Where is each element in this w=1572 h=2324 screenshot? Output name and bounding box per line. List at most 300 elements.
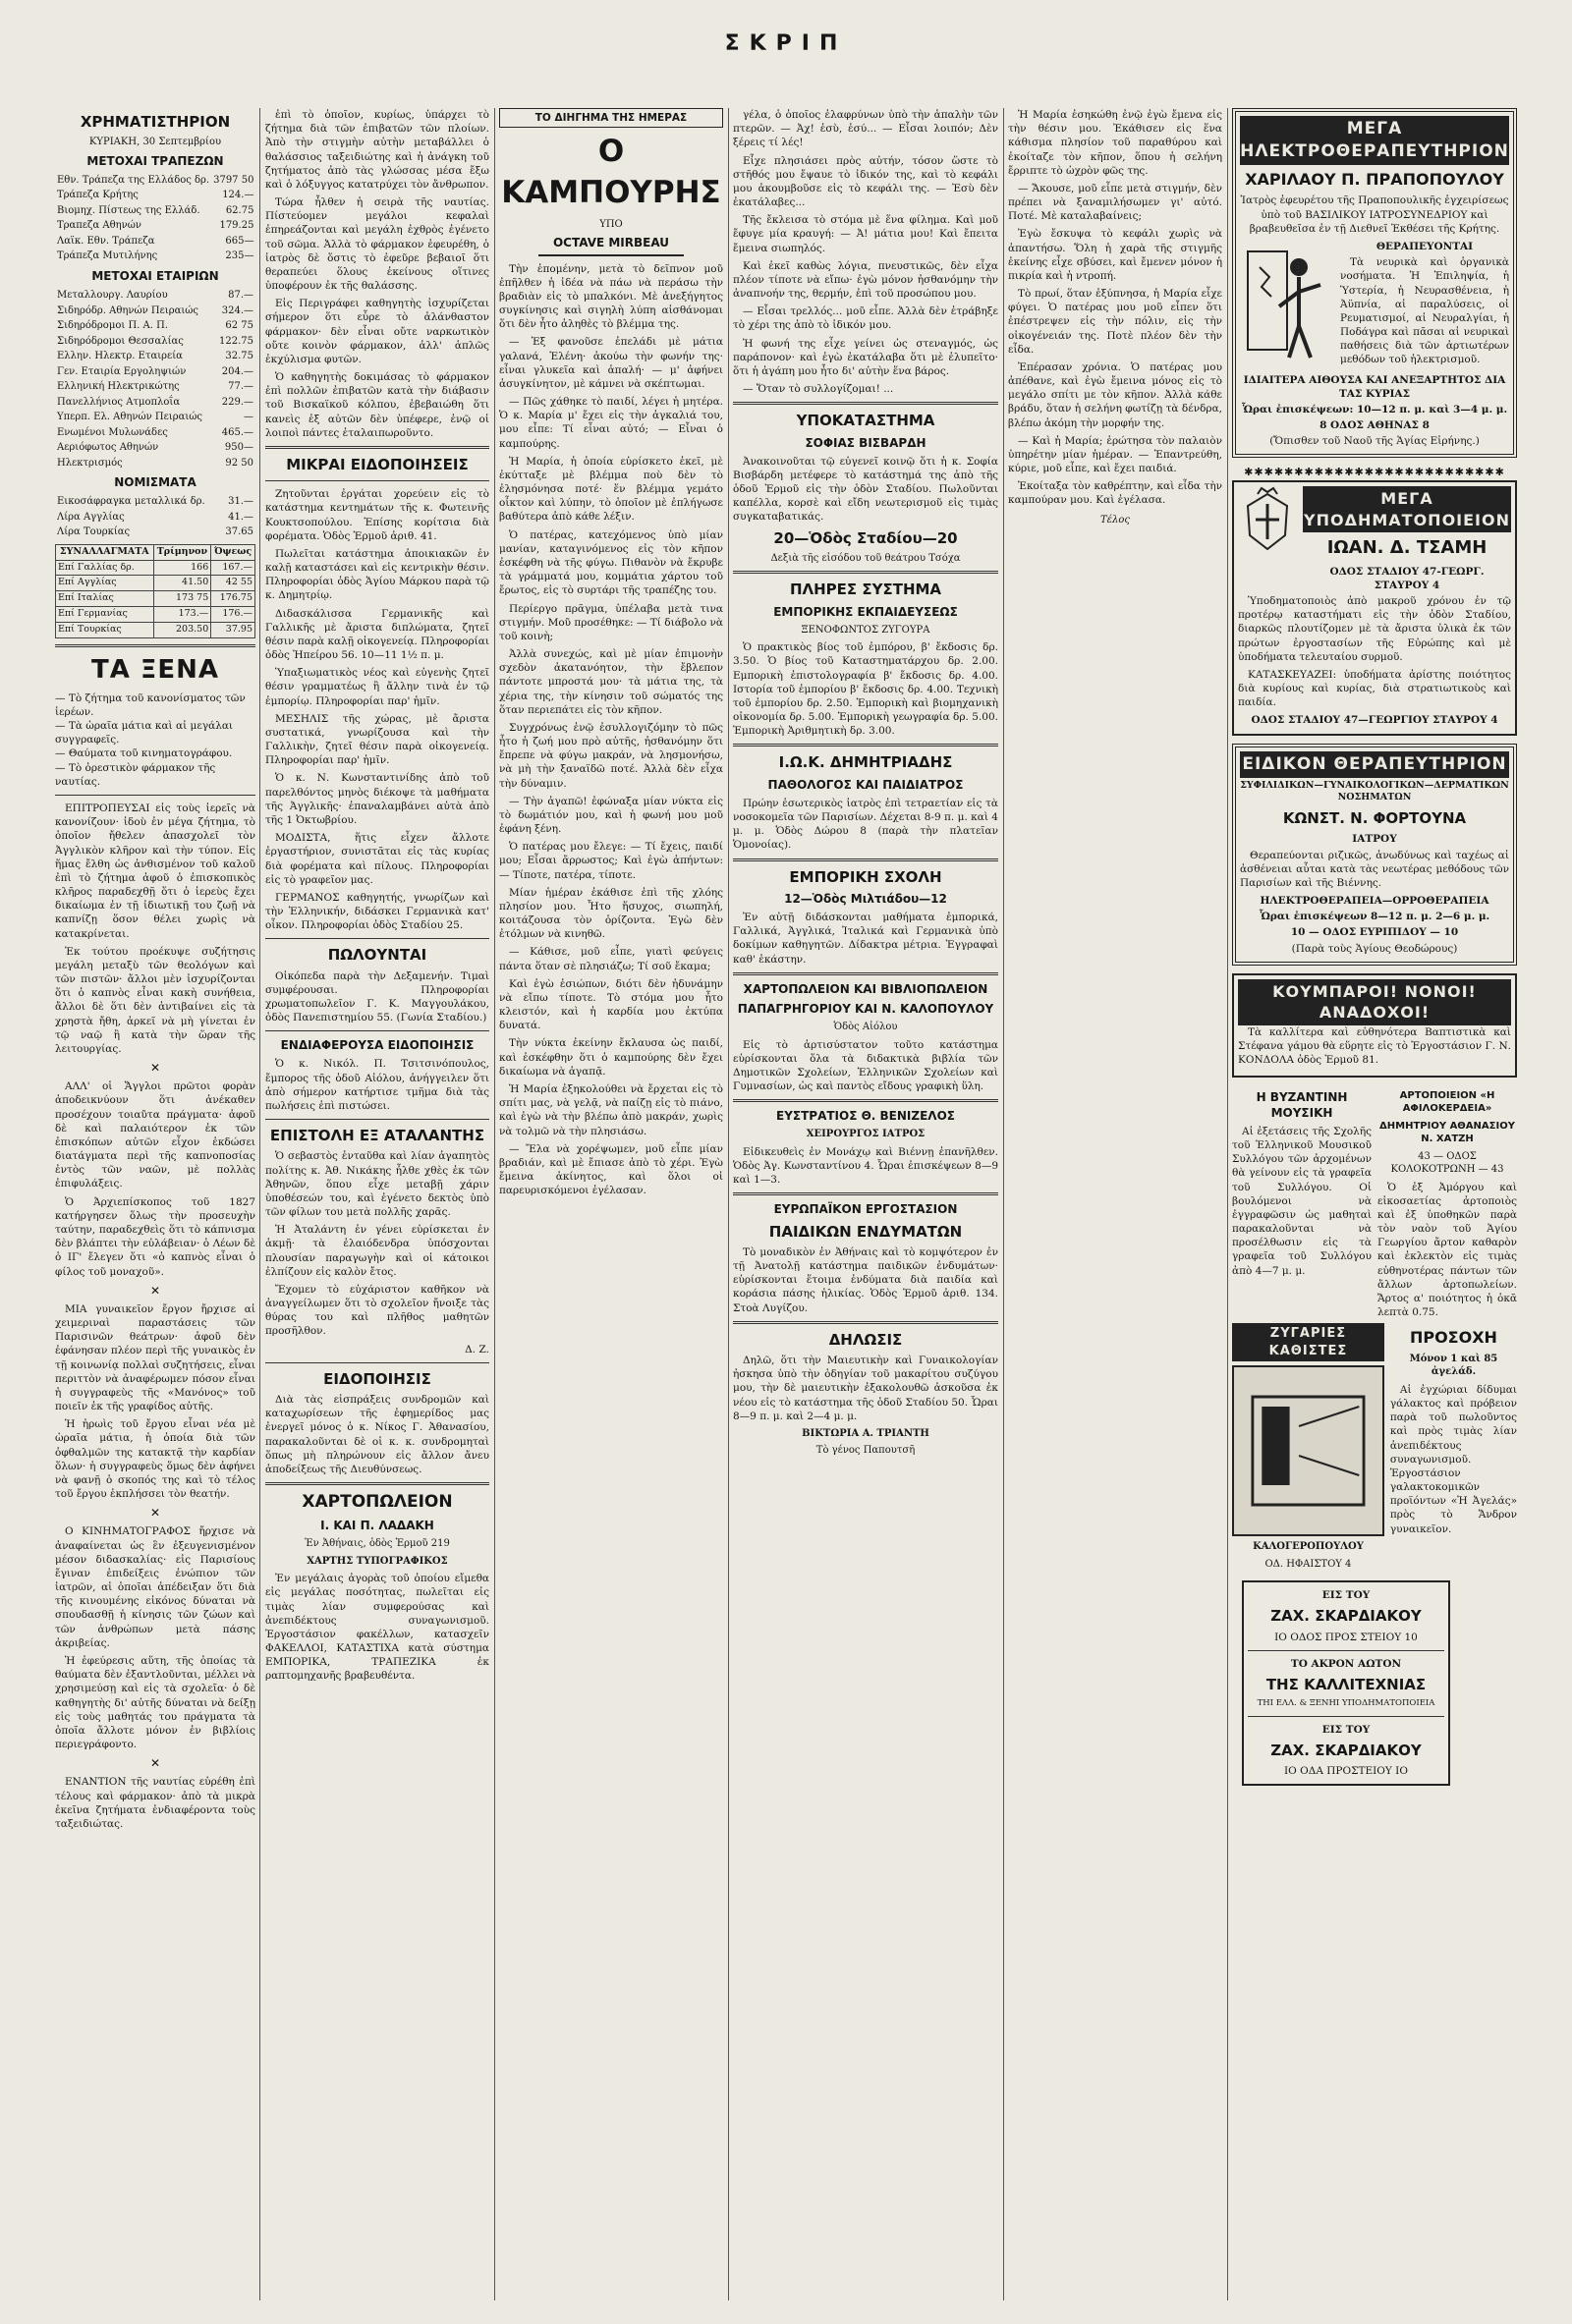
ad-note: Δεξιὰ τῆς εἰσόδου τοῦ θεάτρου Τσόχα	[770, 552, 961, 564]
ad-address: 12—Ὁδὸς Μιλτιάδου—12	[784, 891, 947, 906]
row-value: 62 75	[225, 320, 253, 332]
ad-name: ΙΩΑΝ. Δ. ΤΣΑΜΗ	[1326, 537, 1488, 559]
ornament-row: ✱✱✱✱✱✱✱✱✱✱✱✱✱✱✱✱✱✱✱✱✱✱✱✱✱✱	[1244, 466, 1505, 479]
ad-text: Εἰδικευθεὶς ἐν Μονάχῳ καὶ Βιέννῃ ἐπανῆλθεν. Ὁδὸς Ἀγ. Κωνσταντίνου 4. Ὧραι ἐπισκέψεων 8—9 καὶ 1—3.	[733, 1145, 998, 1187]
scale-icon	[1234, 1367, 1382, 1534]
divider	[733, 858, 998, 861]
ad-title: ΖΥΓΑΡΙΕΣ ΚΑΘΙΣΤΕΣ	[1232, 1323, 1384, 1361]
story-paragraph: Ἡ Μαρία ἐσηκώθη ἐνῷ ἐγὼ ἔμενα εἰς τὴν θέσιν μου. Ἐκάθισεν εἰς ἕνα κάθισμα πλησίον τοῦ παραθύρου καὶ ἐκοίταζε τὸν κῆπον, ὅπου ἡ σελήνη ἔρριπτε τὸ ὠχρὸν φῶς της.	[1008, 109, 1222, 177]
ad-note: (Παρὰ τοὺς Ἁγίους Θεοδώρους)	[1291, 942, 1458, 955]
ad-subtitle: ΣΟΦΙΑΣ ΒΙΣΒΑΡΔΗ	[805, 435, 926, 450]
row-value: 173.—	[153, 607, 211, 623]
story-byline: ΥΠΟ	[599, 218, 623, 230]
article-paragraph: Ὁ Ἀρχιεπίσκοπος τοῦ 1827 κατήργησεν ὅλως τὴν προσευχὴν ταύτην, παραδεχθεὶς ὅτι τὸ κάπνισμα δὲν βλάπτει τὴν εὐλάβειαν· ὁ Λέων δὲ ὁ ΙΓ' ἔλεγεν ὅτι «ὁ καπνὸς εἶναι ὁ φίλος τοῦ μοναχοῦ».	[55, 1195, 255, 1278]
story-paragraph: Ἡ φωνή της εἶχε γείνει ὡς στεναγμός, ὡς παράπονον· καὶ ἐγὼ ἐκατάλαβα ὅτι μὲ ἐλυπεῖτο· ὅτι ἡ ἀγάπη μου ἦτο δι' αὐτὴν ἕνα βάρος.	[733, 337, 998, 377]
ad-hours: Ὧραι ἐπισκέψεων: 10—12 π. μ. καὶ 3—4 μ. μ.	[1241, 403, 1508, 415]
ad-header	[1238, 486, 1511, 594]
bullet-item: — Τὸ ὀρεστικὸν φάρμακον τῆς ναυτίας.	[55, 761, 216, 788]
ad-slogan-3: ΤΗΙ ΕΛΛ. & ΞΕΝΗΙ ΥΠΟΔΗΜΑΤΟΠΟΙΕΙΑ	[1257, 1698, 1435, 1709]
sale-text: Οἰκόπεδα παρὰ τὴν Δεξαμενήν. Τιμαὶ συμφέρουσαι. Πληροφορίαι χρωματοπωλεῖον Γ. Κ. Μαγγουλάκου, ὁδὸς Πανεπιστημίου 55. (Γωνία Σταδίου.)	[265, 969, 489, 1024]
row-value: 229.—	[221, 396, 253, 408]
ad-bottom-address: ΙΟ ΟΔΑ ΠΡΟΣΤΕΙΟΥ ΙΟ	[1284, 1765, 1408, 1778]
paper-shop-address: Ἐν Ἀθήναις, ὁδὸς Ἑρμοῦ 219	[305, 1538, 450, 1550]
column-3	[499, 108, 723, 2300]
ad-subtitle: ΕΜΠΟΡΙΚΗΣ ΕΚΠΑΙΔΕΥΣΕΩΣ	[773, 604, 958, 619]
column-rule	[494, 108, 495, 2300]
row-label: Επί Αγγλίας	[56, 576, 154, 591]
article-paragraph: ΜΙΑ γυναικεῖον ἔργον ἤρχισε αἱ χειμεριναὶ παραστάσεις τῶν Παρισινῶν θεάτρων· ἀφοῦ δὲν ἐφάνησαν πλέον περὶ τῆς γυναικὸς ἐν τῇ κοινωνίᾳ πολλαὶ συζητήσεις, εἶναι περιττὸν νὰ ἀναφέρωμεν πόσον εἶναι ἡ συγγραφεὺς τῆς «Μανόνος» τοῦ ποιεῖν ἐκ τῆς γραφίδος αὐτῆς.	[55, 1302, 255, 1413]
story-paragraph: Καὶ ἐγὼ ἐσιώπων, διότι δὲν ἠδυνάμην νὰ εἴπω τίποτε. Τὸ στόμα μου ἦτο κλειστόν, καὶ ἡ καρδία μου ἐκτύπα δυνατά.	[499, 977, 723, 1032]
story-paragraph: Ἐγὼ ἔσκυψα τὸ κεφάλι χωρὶς νὰ ἀπαντήσω. Ὅλη ἡ χαρὰ τῆς στιγμῆς ἐκείνης εἶχε σβύσει, καὶ ἔμενεν μόνον ἡ πικρία καὶ ἡ ντροπή.	[1008, 228, 1222, 282]
row-value: 173 75	[153, 591, 211, 607]
ad-subtitle-2: ΗΛΕΚΤΡΟΘΕΡΑΠΕΙΑ—ΟΡΡΟΘΕΡΑΠΕΙΑ	[1260, 895, 1489, 908]
table-row	[55, 425, 255, 441]
row-label: Επί Ιταλίας	[56, 591, 154, 607]
row-label: Τράπεζα Κρήτης	[57, 190, 139, 201]
table-row	[55, 525, 255, 540]
row-value: 166	[153, 560, 211, 576]
ad-address-top: ΟΔΟΣ ΣΤΑΔΙΟΥ 47-ΓΕΩΡΓ. ΣΤΑΥΡΟΥ 4	[1329, 565, 1485, 591]
ad-godparents	[1232, 973, 1517, 1078]
table-row	[55, 440, 255, 456]
story-paragraph: Συγχρόνως ἐνῷ ἐσυλλογιζόμην τὸ πῶς ἦτο ἡ ζωή μου πρὸ αὐτῆς, ἠσθανόμην ὅτι ἔπρεπε νὰ φύγω μακράν, νὰ λησμονήσω, νὰ μὴ τὴν ξαναϊδῶ ποτέ. Ἀλλὰ δὲν εἶχα τὴν δύναμιν.	[499, 721, 723, 790]
section-title: ΤΑ ΞΕΝΑ	[91, 654, 219, 685]
row-value: 37.65	[225, 526, 253, 538]
table-row	[55, 203, 255, 219]
ad-address: 10 — ΟΔΟΣ ΕΥΡΙΠΙΔΟΥ — 10	[1290, 926, 1459, 939]
table-row	[55, 349, 255, 364]
ad-note: Τὸ γένος Παπουτσῆ	[815, 1445, 916, 1457]
ad-name: ΖΑΧ. ΣΚΑΡΔΙΑΚΟΥ	[1270, 1607, 1422, 1626]
row-label: Βιομηχ. Πίστεως της Ελλάδ.	[57, 204, 200, 216]
ad-title: ΕΥΡΩΠΑΪΚΟΝ ΕΡΓΟΣΤΑΣΙΟΝ	[773, 1202, 958, 1217]
ad-address: ΟΔΟΣ ΣΤΑΔΙΟΥ 47—ΓΕΩΡΓΙΟΥ ΣΤΑΥΡΟΥ 4	[1251, 714, 1498, 727]
masthead	[0, 0, 1572, 79]
table-header-row	[56, 544, 255, 560]
section-mark: ✕	[149, 1506, 161, 1521]
row-value: 42 55	[211, 576, 255, 591]
story-tag: ΤΟ ΔΙΗΓΗΜΑ ΤΗΣ ΗΜΕΡΑΣ	[499, 108, 723, 128]
ad-title: ΥΠΟΚΑΤΑΣΤΗΜΑ	[796, 412, 935, 430]
paper-shop-text: Ἐν μεγάλαις ἀγορὰς τοῦ ὁποίου εἴμεθα εἰς μεγάλας ποσότητας, πωλεῖται εἰς τιμὰς λίαν συμφερούσας καὶ ἀνεπιδέκτους συναγωνισμοῦ. Ἐργοστάσιον φακέλλων, κατασχεῖν ΦΑΚΕΛΛΟΙ, ΚΑΤΑΣΤΙΧΑ κατὰ σύστημα ΕΜΠΟΡΙΚΑ, ΤΡΑΠΕΖΙΚΑ ἐκ ραπτομηχανῆς βραβευθέντα.	[265, 1573, 489, 1683]
row-label: Λαϊκ. Εθν. Τράπεζα	[57, 235, 155, 247]
article-paragraph: Ἡ ἡρωὶς τοῦ ἔργου εἶναι νέα μὲ ὡραῖα μάτια, ἡ ὁποία διὰ τῶν ὀφθαλμῶν της κατακτᾷ τὴν καρδίαν ὅλων· ἡ συγγραφεὺς ὅμως δὲν ἀφήνει νὰ φανῇ ὁ σκοπός της καὶ τὸ τέλος τοῦ ἔργου ἐκπλήσσει τὸν θεατήν.	[55, 1418, 255, 1501]
ad-music	[1232, 1085, 1372, 1324]
table-row	[55, 318, 255, 334]
classified-ad: ΜΕΣΗΛΙΣ τῆς χώρας, μὲ ἄριστα συστατικά, γνωρίζουσα καὶ τὴν Γαλλικὴν, ζητεῖ θέσιν παρὰ οἰκογενείᾳ. Πληροφορίαι παρ' ἡμῖν.	[265, 712, 489, 767]
ad-title: Η ΒΥΖΑΝΤΙΝΗ ΜΟΥΣΙΚΗ	[1256, 1089, 1348, 1120]
banks-header: ΜΕΤΟΧΑΙ ΤΡΑΠΕΖΩΝ	[86, 153, 224, 168]
story-paragraph: γέλα, ὁ ὁποῖος ἐλαφρύνων ὑπὸ τὴν ἁπαλὴν τῶν πτερῶν. — Ἀχ! ἐσὺ, ἐσύ... — Εἶσαι λοιπόν; Δὲν ξέρεις τί λές!	[733, 109, 998, 149]
row-value: —	[244, 412, 253, 423]
ad-bottom-title: ΕΙΣ ΤΟΥ	[1321, 1723, 1371, 1736]
row-value: 41.—	[228, 511, 253, 523]
divider	[733, 744, 998, 747]
table-row	[55, 288, 255, 304]
story-paragraph: Τὴν νύκτα ἐκείνην ἔκλαυσα ὡς παιδί, καὶ ἐσκέφθην ὅτι ὁ καμπούρης δὲν ἔχει δικαίωμα νὰ ἀγαπᾷ.	[499, 1037, 723, 1078]
row-label: Λίρα Αγγλίας	[57, 511, 125, 523]
row-label: Τραπεζα Αθηνών	[57, 220, 141, 232]
row-label: Σιδηρόδρ. Αθηνών Πειραιώς	[57, 304, 199, 316]
story-author: OCTAVE MIRBEAU	[538, 235, 684, 255]
divider	[265, 1482, 489, 1485]
divider	[265, 480, 489, 481]
row-value: 203.50	[153, 622, 211, 637]
table-row	[55, 456, 255, 471]
article-paragraph: Ἔχομεν τὸ εὐχάριστον καθῆκον νὰ ἀναγγείλωμεν ὅτι τὸ σχολεῖον ἤνοιξε τὰς θύρας του καὶ πλῆθος μαθητῶν προσῆλθον.	[265, 1283, 489, 1338]
divider	[55, 644, 255, 647]
ad-text: Τὰ νευρικὰ καὶ ὀργανικὰ νοσήματα. Ἡ Ἐπιληψία, ἡ Ὑστερία, ἡ Νευρασθένεια, ἡ Ἀϋπνία, αἱ παραλύσεις, οἱ Ρευματισμοί, αἱ Νευραλγίαι, ἡ Ποδάγρα καὶ πᾶσαι αἱ νευρικαὶ παθήσεις διὰ τῶν ἀρτιωτέρων μεθόδων τοῦ ἠλεκτρισμοῦ.	[1340, 256, 1509, 366]
story-paragraph: — Πῶς χάθηκε τὸ παιδί, λέγει ἡ μητέρα. Ὁ κ. Μαρία μ' ἔχει εἰς τὴν ἀγκαλιά του, μου εἶπε: Τί εἶναι αὐτό; — Εἶναι ὁ καμπούρης.	[499, 396, 723, 450]
divider	[733, 972, 998, 975]
story-paragraph: Ἐκοίταξα τὸν καθρέπτην, καὶ εἶδα τὴν καμπούραν μου. Καὶ ἐγέλασα.	[1008, 480, 1222, 507]
row-value: 167.—	[211, 560, 255, 576]
ad-text: Ἐν αὐτῇ διδάσκονται μαθήματα ἐμπορικά, Γαλλικά, Ἀγγλικά, Ἰταλικά καὶ Γερμανικὰ ὑπὸ δοκίμων καθηγητῶν. Δίδακτρα μέτρια. Ἐγγραφαὶ καθ' ἑκάστην.	[733, 912, 998, 966]
table-row	[55, 188, 255, 203]
ad-address: 20—Ὁδὸς Σταδίου—20	[773, 528, 958, 547]
ad-title: ΠΡΟΣΟΧΗ	[1409, 1328, 1497, 1348]
divider	[265, 1362, 489, 1363]
announce-text: Διὰ τὰς εἰσπράξεις συνδρομῶν καὶ καταχωρίσεων τῆς ἐφημερίδος μας ἐνεργεῖ μόνος ὁ κ. Νίκος Γ. Ἀθανασίου, παρακαλοῦνται δὲ οἱ κ. κ. συνδρομηταὶ ὅπως μὴ πληρώνουν εἰς ἄλλον ἄνευ ἀποδείξεως τῆς Διευθύνσεως.	[265, 1394, 489, 1475]
ad-text: Θεραπεύονται ριζικῶς, ἀνωδύνως καὶ ταχέως αἱ ἀσθένειαι αὗται κατὰ τὰς νεωτέρας μεθόδους τῶν Παρισίων καὶ τῆς Βιέννης.	[1240, 849, 1509, 889]
bullet-item: — Τὰ ὡραῖα μάτια καὶ αἱ μεγάλαι συγγραφεῖς.	[55, 720, 234, 747]
row-value: 32.75	[225, 351, 253, 362]
row-value: 122.75	[219, 335, 253, 347]
table-row	[56, 560, 255, 576]
story-paragraph: — Κάθισε, μοῦ εἶπε, γιατὶ φεύγεις πάντα ὅταν σὲ πλησιάζω; Τί σοῦ ἔκαμα;	[499, 946, 723, 972]
scale-illustration	[1232, 1365, 1384, 1536]
ad-text: Ὁ πρακτικὸς βίος τοῦ ἐμπόρου, β' ἔκδοσις δρ. 3.50. Ὁ βίος τοῦ Καταστηματάρχου δρ. 2.00. Εμπορικὴ ἐπιστολογραφία β' ἔκδοσις δρ. 4.00. Ιστορία τοῦ ἐμπορίου β' ἔκδοσις δρ. 4.00. Τεχνικὴ τοῦ ἐμπορίου δρ. 2.50. Ἐμπορικὴ καὶ βιομηχανικὴ οἰκονομία δρ. 5.00. Ἐμπορικὴ γεωγραφία δρ. 5.00. Ἐμπορικὴ Ἀριθμητικὴ δρ. 3.00.	[733, 641, 998, 738]
table-row	[55, 410, 255, 425]
story-paragraph: Τῆς ἔκλεισα τὸ στόμα μὲ ἕνα φίλημα. Καὶ μοῦ ἔφυγε μία κραυγή: — Ἀ! μάτια μου! Καὶ ἔπειτα ἔμεινα σιωπηλός.	[733, 214, 998, 254]
column-rule	[1003, 108, 1004, 2300]
row-label: Μεταλλουργ. Λαυρίου	[57, 290, 168, 302]
section-mark: ✕	[149, 1756, 161, 1771]
ad-heading: ΘΕΡΑΠΕΥΟΝΤΑΙ	[1376, 240, 1474, 252]
ad-slogan: ΤΟ ΑΚΡΟΝ ΑΩΤΟΝ	[1290, 1657, 1402, 1670]
divider	[1248, 1716, 1444, 1717]
ad-note: ΚΑΤΑΣΚΕΥΑΖΕΙ: ὑποδήματα ἀρίστης ποιότητος διὰ κυρίους καὶ κυρίας, διὰ στρατιωτικοὺς καὶ παιδία.	[1238, 668, 1511, 709]
story-paragraph: Τὴν ἑπομένην, μετὰ τὸ δεῖπνον μοῦ ἐπῆλθεν ἡ ἰδέα νὰ πάω νὰ περάσω τὴν βραδιὰν εἰς τὸ μπαλκόνι. Μὲ ἀνεξήγητος συγκίνησις καὶ σιγηλὴ λύπη αἰσθάνομαι ὅτι δὲν ἦτο ἀληθὲς τὸ βλέμμα της.	[499, 262, 723, 331]
ad-subtitle: ΣΥΦΙΛΙΔΙΚΩΝ—ΓΥΝΑΙΚΟΛΟΓΙΚΩΝ—ΔΕΡΜΑΤΙΚΩΝ ΝΟΣΗΜΑΤΩΝ	[1240, 779, 1509, 803]
row-value: 124.—	[222, 190, 254, 201]
section-mark: ✕	[149, 1061, 161, 1076]
classified-ad: Ὁ κ. Ν. Κωνσταντινίδης ἀπὸ τοῦ παρελθόντος μηνὸς διέκοψε τὰ μαθήματα τῆς Ἀγγλικῆς· ἐπαναλαμβάνει αὐτὰ ἀπὸ τῆς 1 Ὀκτωβρίου.	[265, 772, 489, 826]
ad-hours: Ὧραι ἐπισκέψεων 8—12 π. μ. 2—6 μ. μ.	[1259, 911, 1490, 923]
classified-ad: ΜΟΔΙΣΤΑ, ἥτις εἶχεν ἄλλοτε ἐργαστήριον, συνιστᾶται εἰς τὰς κυρίας διὰ φορέματα καὶ πίλους. Πληροφορίαι εἰς τὸ γραφεῖον μας.	[265, 832, 489, 886]
row-value: 87.—	[228, 290, 253, 302]
column-rule	[259, 108, 260, 2300]
ad-title: ΕΜΠΟΡΙΚΗ ΣΧΟΛΗ	[789, 867, 942, 886]
story-paragraph: Ἀλλὰ συνεχώς, καὶ μὲ μίαν ἐπιμονὴν σχεδὸν ἀκατανόητον, τὴν ἔβλεπον πάντοτε μπροστά μου· τὰ μάτια της, τὰ χέρια της, τὴν κίνησιν τοῦ σώματός της ὅταν περιεπάτει εἰς τὸν κῆπον.	[499, 648, 723, 716]
ad-address: ΙΟ ΟΔΟΣ ΠΡΟΣ ΣΤΕΙΟΥ 10	[1274, 1631, 1418, 1643]
column-header: Τρίμηνον	[153, 544, 211, 560]
ad-brand: ΚΑΛΟΓΕΡΟΠΟΥΛΟΥ	[1253, 1541, 1364, 1553]
ad-text: Ὁ ἐξ Ἀμόργου καὶ εἰκοσαετίας ἀρτοποιὸς καὶ ἐξ ὑποθηκῶν παρὰ τὸν ναὸν τοῦ Ἁγίου Γεωργίου ἄρτον καθαρὸν καὶ ἐκλεκτὸν εἰς τιμὰς εὐθηνοτέρας πάντων τῶν ἄλλων ἀρτοπωλείων. Ἄρτος α' ποιότητος ἡ ὀκᾶ λεπτὰ 0.75.	[1377, 1181, 1517, 1319]
bullet-item: — Τὸ ζήτημα τοῦ κανονίσματος τῶν ἱερέων.	[55, 692, 246, 718]
classified-ad: Διδασκάλισσα Γερμανικῆς καὶ Γαλλικῆς μὲ ἄριστα διπλώματα, ζητεῖ θέσιν παρὰ καλῇ οἰκογενείᾳ. Πληροφορίαι ὁδὸς Ἠπείρου 56. 10—11 1½ π. μ.	[265, 607, 489, 662]
article-paragraph: Ὁ σεβαστὸς ἐνταῦθα καὶ λίαν ἀγαπητὸς πολίτης κ. Ἀθ. Νικάκης ἦλθε χθὲς ἐκ τῶν Ἀθηνῶν, ὅπου εἶχε μεταβῇ χάριν ὑποθέσεών του, καὶ ἐγένετο δεκτὸς ὑπὸ τῶν φίλων του μετὰ πολλῆς χαρᾶς.	[265, 1150, 489, 1219]
row-label: Επί Γερμανίας	[56, 607, 154, 623]
classified-ad: Πωλεῖται κατάστημα ἀποικιακῶν ἐν καλῇ καταστάσει καὶ εἰς κεντρικὴν θέσιν. Πληροφορίαι ὁδὸς Ἁγίου Μάρκου παρὰ τῷ κ. Δημητρίῳ.	[265, 547, 489, 602]
ad-skardiakou	[1242, 1580, 1450, 1786]
exchange-title: ΧΡΗΜΑΤΙΣΤΗΡΙΟΝ	[80, 113, 231, 131]
ad-scales	[1232, 1323, 1384, 1575]
row-value: 92 50	[225, 457, 253, 469]
banks-table	[55, 173, 255, 264]
divider	[733, 402, 998, 405]
divider	[265, 1030, 489, 1031]
ad-subtitle: ΠΑΠΑΓΡΗΓΟΡΙΟΥ ΚΑΙ Ν. ΚΑΛΟΠΟΥΛΟΥ	[737, 1001, 994, 1016]
row-label: Ενωμένοι Μυλωνάδες	[57, 426, 168, 438]
divider	[55, 795, 255, 796]
coins-table	[55, 494, 255, 540]
ad-text: Ὑποδηματοποιὸς ἀπὸ μακροῦ χρόνου ἐν τῷ προτέρῳ καταστήματι εἰς τὴν ὁδὸν Σταδίου, διαρκῶς πλουτίζομεν μὲ τὰ ἄριστα ὑλικὰ ἐκ τῶν πρώτων ἐργοστασίων τῆς Εὐρώπης καὶ μὲ ὑποδήματα τελευταίου συρμοῦ.	[1238, 595, 1511, 663]
ad-address: 8 ΟΔΟΣ ΑΘΗΝΑΣ 8	[1319, 419, 1430, 432]
royal-crest-icon	[1238, 486, 1297, 555]
row-value: 179.25	[219, 220, 254, 232]
row-value: 62.75	[225, 204, 254, 216]
story-paragraph: Ὁ πατέρας μου ἔλεγε: — Τί ἔχεις, παιδί μου; Εἶσαι ἄρρωστος; Καὶ ἐγὼ ἀπήντων: — Τίποτε, πατέρα, τίποτε.	[499, 841, 723, 881]
ad-text: Εἰς τὸ ἀρτισύστατον τοῦτο κατάστημα εὑρίσκονται ὅλα τὰ διδακτικὰ βιβλία τῶν Δημοτικῶν Σχολείων, Ἑλληνικῶν Σχολείων καὶ Γυμνασίων, ὡς καὶ παντὸς εἴδους γραφικὴ ὕλη.	[733, 1038, 998, 1093]
column-4	[733, 108, 998, 2300]
ad-title: ΕΥΣΤΡΑΤΙΟΣ Θ. ΒΕΝΙΖΕΛΟΣ	[776, 1109, 955, 1124]
story-paragraph: Ἡ Μαρία, ἡ ὁποία εὑρίσκετο ἐκεῖ, μὲ ἐκύτταξε μὲ βλέμμα ποὺ δὲν τὸ ἐλησμόνησα ποτέ· ἕν βλέμμα γεμάτο οἶκτον καὶ λύπην, τὸ ὁποῖον μὲ ἐπλήγωσε βαθύτερα ἀπὸ κάθε λέξιν.	[499, 455, 723, 524]
column-header: ΣΥΝΑΛΛΑΓΜΑΤΑ	[56, 544, 154, 560]
ad-shoemaker	[1232, 480, 1517, 735]
story-title: Ο ΚΑΜΠΟΥΡΗΣ	[501, 134, 721, 211]
exchange-dateline: ΚΥΡΙΑΚΗ, 30 Σεπτεμβρίου	[88, 137, 222, 148]
ad-subtitle: ΠΑΘΟΛΟΓΟΣ ΚΑΙ ΠΑΙΔΙΑΤΡΟΣ	[767, 777, 964, 792]
ad-title: ΚΟΥΜΠΑΡΟΙ! ΝΟΝΟΙ! ΑΝΑΔΟΧΟΙ!	[1238, 979, 1511, 1025]
column-1	[55, 108, 255, 2300]
ad-text: Τὰ καλλίτερα καὶ εὐθηνότερα Βαπτιστικὰ καὶ Στέφανα γάμου θὰ εὕρητε εἰς τὸ Ἐργοστάσιον Γ. Ν. ΚΟΝΔΟΛΑ ὁδὸς Ἑρμοῦ 81.	[1238, 1025, 1511, 1067]
section-bullets	[55, 692, 255, 789]
story-paragraph: Μίαν ἡμέραν ἐκάθισε ἐπὶ τῆς χλόης πλησίον μου. Ἦτο ἥσυχος, σιωπηλή, κοιτάζουσα τὸν ὁρίζοντα. Ἐγὼ δὲν ἐτόλμων νὰ κινηθῶ.	[499, 886, 723, 941]
divider	[265, 446, 489, 449]
ad-address: ΟΔ. ΗΦΑΙΣΤΟΥ 4	[1264, 1558, 1352, 1570]
ad-address: 43 — ΟΔΟΣ ΚΟΛΟΚΟΤΡΩΝΗ — 43	[1390, 1150, 1504, 1175]
table-row	[56, 576, 255, 591]
ad-name: ΞΕΝΟΦΩΝΤΟΣ ΖΥΓΟΥΡΑ	[801, 624, 930, 636]
ad-name: ΚΩΝΣΤ. Ν. ΦΟΡΤΟΥΝΑ	[1282, 809, 1467, 828]
ad-note: (Ὄπισθεν τοῦ Ναοῦ τῆς Ἁγίας Εἰρήνης.)	[1269, 435, 1480, 448]
row-label: Σιδηρόδρομοι Θεσσαλίας	[57, 335, 184, 347]
ad-bottom-name: ΖΑΧ. ΣΚΑΡΔΙΑΚΟΥ	[1270, 1741, 1422, 1759]
row-value: 665—	[225, 235, 254, 247]
story-paragraph: — Ἐξ φανοῦσε ἐπελάδι μὲ μάτια γαλανά, Ἑλένη· ἀκούω τὴν φωνήν της· εἶναι γλυκεῖα καὶ ἁπαλή· — μ' ἀφήνει ἀσυγκίνητον, μὲ κάμνει νὰ σκέπτωμαι.	[499, 336, 723, 390]
ad-body	[1240, 238, 1509, 371]
ad-text: Τὸ μοναδικὸν ἐν Ἀθήναις καὶ τὸ κομψότερον ἐν τῇ Ἀνατολῇ κατάστημα παιδικῶν ἐνδυμάτων· εὑρίσκονται ἕτοιμα ἐνδύματα διὰ παιδία καὶ κοράσια πάσης ἡλικίας. Ὁδὸς Ἑρμοῦ ἀριθ. 134. Στοὰ Λυγίζου.	[733, 1245, 998, 1314]
ad-pair-row	[1232, 1085, 1517, 1324]
ad-header-text	[1303, 486, 1511, 594]
ad-attention	[1390, 1323, 1517, 1575]
article-paragraph: ἐπὶ τὸ ὁποῖον, κυρίως, ὑπάρχει τὸ ζήτημα διὰ τῶν ἐπιβατῶν τῶν πλοίων. Ἀπὸ τὴν στιγμὴν αὐτὴν μεταβάλλει ὁ θαλάσσιος ταξειδιώτης καὶ ἡ ἀνάγκη τοῦ ζητήματος ἀπὸ τὰς γλώσσας μέσα ἔξω καὶ ὁ λόξυγγος κατατρύχει τὸν ἄνθρωπον.	[265, 109, 489, 191]
fx-table	[55, 544, 255, 638]
ad-hours-title: ΙΔΙΑΙΤΕΡΑ ΑΙΘΟΥΣΑ ΚΑΙ ΑΝΕΞΑΡΤΗΤΟΣ ΔΙΑ ΤΑΣ ΚΥΡΙΑΣ	[1243, 373, 1506, 400]
ad-name: ΔΗΜΗΤΡΙΟΥ ΑΘΑΝΑΣΙΟΥ Ν. ΧΑΤΖΗ	[1379, 1120, 1515, 1144]
ad-title: ΠΛΗΡΕΣ ΣΥΣΤΗΜΑ	[789, 581, 942, 599]
divider	[733, 1321, 998, 1324]
row-label: Σιδηρόδρομοι Π. Α. Π.	[57, 320, 168, 332]
row-label: Λίρα Τουρκίας	[57, 526, 131, 538]
ad-title: ΕΙΔΙΚΟΝ ΘΕΡΑΠΕΥΤΗΡΙΟΝ	[1240, 751, 1509, 778]
table-row	[55, 510, 255, 526]
story-paragraph: Περίεργο πρᾶγμα, ὑπέλαβα μετὰ τινα στιγμήν. Μοῦ προσέθηκε: — Τί διάβολο νὰ τοῦ κοινὴ;	[499, 602, 723, 642]
row-label: Αεριόφωτος Αθηνών	[57, 442, 159, 454]
row-label: Εικοσάφραγκα μεταλλικά δρ.	[57, 496, 205, 508]
column-rule	[728, 108, 729, 2300]
ad-title: ΜΕΓΑ ΥΠΟΔΗΜΑΤΟΠΟΙΕΙΟΝ	[1303, 486, 1511, 532]
ad-text: Πρώην ἐσωτερικὸς ἰατρὸς ἐπὶ τετραετίαν εἰς τὰ νοσοκομεῖα τῶν Παρισίων. Δέχεται 8-9 π. μ. καὶ 4 μ. μ. Ὁδὸς Δώρου 8 (παρὰ τὴν πλατεῖαν Ὁμονοίας).	[733, 797, 998, 852]
divider	[1248, 1650, 1444, 1651]
letter-title: ΕΠΙΣΤΟΛΗ ΕΞ ΑΤΑΛΑΝΤΗΣ	[269, 1127, 485, 1145]
companies-header: ΜΕΤΟΧΑΙ ΕΤΑΙΡΙΩΝ	[91, 268, 219, 283]
row-value: 204.—	[221, 365, 253, 377]
table-row	[56, 591, 255, 607]
divider	[265, 938, 489, 939]
bullet-item: — Θαύματα τοῦ κινηματογράφου.	[55, 747, 233, 760]
classified-ad: Ὑπαξιωματικὸς νέος καὶ εὐγενὴς ζητεῖ θέσιν γραμματέως ἢ ἄλλην τινὰ ἐν τῷ ἐμπορίῳ. Πληροφορίαι παρ' ἡμῖν.	[265, 667, 489, 707]
announce-title: ΕΙΔΟΠΟΙΗΣΙΣ	[323, 1369, 431, 1388]
sale-title: ΠΩΛΟΥΝΤΑΙ	[327, 946, 427, 965]
row-label: Ελλην. Ηλεκτρ. Εταιρεία	[57, 351, 183, 362]
row-value: 41.50	[153, 576, 211, 591]
column-rule	[1227, 108, 1228, 2300]
ad-electrotherapy	[1232, 108, 1517, 458]
column-6	[1232, 108, 1517, 2300]
article-paragraph: Ἡ ἐφεύρεσις αὕτη, τῆς ὁποίας τὰ θαύματα δὲν ἐξαντλοῦνται, μέλλει νὰ χρησιμεύσῃ καὶ εἰς τὰ σχολεῖα· ὁ δὲ καθηγητὴς δι' αὐτῆς δύναται νὰ δείξῃ εἰς τοὺς μαθητάς του πράγματα τὰ ὁποῖα ἄλλοτε μόνον ἐν βιβλίοις περιεγράφοντο.	[55, 1655, 255, 1751]
ad-text: Δηλῶ, ὅτι τὴν Μαιευτικὴν καὶ Γυναικολογίαν ἠσκησα ὑπὸ τὴν ὁδηγίαν τοῦ μακαρίτου συζύγου μου, τὴν δὲ μαιευτικὴν ἐξακολουθῶ ἀσκοῦσα ἐκ νέου εἰς τὸ κατάστημα τῆς ὁδοῦ Σταδίου 50. Ὧραι 8—9 π. μ. καὶ 2—4 μ. μ.	[733, 1355, 998, 1422]
table-row	[55, 494, 255, 510]
row-value: 37.95	[211, 622, 255, 637]
row-value: 31.—	[228, 496, 253, 508]
ad-title: ΜΕΓΑ ΗΛΕΚΤΡΟΘΕΡΑΠΕΥΤΗΡΙΟΝ	[1240, 116, 1509, 165]
article-paragraph: Ἐκ τούτου προέκυψε συζήτησις μεγάλη μεταξὺ τῶν θεολόγων καὶ τῶν πιστῶν· ἄλλοι μὲν ἰσχυρίζονται ὅτι ὁ καπνὸς εἶναι κακὴ συνήθεια, ἄλλοι δὲ ὅτι δὲν ἀντιβαίνει εἰς τὰ χρηστὰ ἤθη, ἀρκεῖ νὰ μὴ γίνεται ἐν τῷ ναῷ ἢ κατὰ τὴν ὥραν τῆς λειτουργίας.	[55, 945, 255, 1055]
row-label: Επί Γαλλίας δρ.	[56, 560, 154, 576]
story-paragraph: — Καὶ ἡ Μαρία; ἐρώτησα τὸν παλαιὸν ὑπηρέτην μίαν ἡμέραν. — Ἐπαντρεύθη, κύριε, μοῦ εἶπε, καὶ ἔχει παιδιά.	[1008, 434, 1222, 475]
coins-header: ΝΟΜΙΣΜΑΤΑ	[114, 475, 196, 490]
story-paragraph: Ὁ πατέρας, κατεχόμενος ὑπὸ μίαν μανίαν, καταγινόμενος εἰς τὸν κῆπον ἐσκέφθη νὰ τῆς φύγω. Πιθανὸν νὰ ἔκρυβε τὰ γράμματά μου, κομμάτια χάρτου τοῦ ἔρωτος, εἰς τὸ συρτάρι τῆς τραπέζης του.	[499, 528, 723, 597]
story-paragraph: — Ἄκουσε, μοῦ εἶπε μετὰ στιγμήν, δὲν πρέπει νὰ ξαναμιλήσωμεν γι' αὐτό. Ποτέ. Μὲ καταλαβαίνεις;	[1008, 182, 1222, 223]
column-5	[1008, 108, 1222, 2300]
article-paragraph: ΕΝΑΝΤΙΟΝ τῆς ναυτίας εὑρέθη ἐπὶ τέλους καὶ φάρμακον· ἀπὸ τὰ μικρὰ ἐκεῖνα ζητήματα ἐνδιαφέροντα τοὺς ταξειδιώτας.	[55, 1776, 255, 1830]
ad-title: Ι.Ω.Κ. ΔΗΜΗΤΡΙΑΔΗΣ	[778, 753, 953, 772]
row-value: 465.—	[221, 426, 253, 438]
ad-text: Αἱ ἐγχώριαι δίδυμαι γάλακτος καὶ πρόβειον παρὰ τοῦ πωλοῦντος καὶ πρὸς τιμὰς λίαν ἀνεπιδέκτους συναγωνισμοῦ. Ἐργοστάσιον γαλακτοκομικῶν προϊόντων «Ἡ Ἀγελάς» πρὸς τὸ Ἄνδρον γυναικεῖον.	[1389, 1383, 1517, 1535]
row-value: 324.—	[221, 304, 253, 316]
article-paragraph: ΕΠΙΤΡΟΠΕΥΣΑΙ εἰς τοὺς ἱερεῖς νὰ κανονίζουν· ἰδοὺ ἐν μέγα ζήτημα, τὸ ὁποῖον ἤθελεν ἀπασχολεῖ τὸν Ἀγγλικὸν κλῆρον καὶ τὴν τύπον. Εἰς ἥμας ἔλθη ὡς ἀνθισμένον τοῦ καλοῦ ἐπὶ τὸ ζήτημα ἀφοῦ ὁ ἐπισκοπικὸς κλῆρος παραδεχθῇ ὅτι ὁ ἱερεὺς ἔχει δικαίωμα ἐν τῇ ἰδιωτικῇ του ζωῇ νὰ καπνίζῃ ὅσον θέλει χωρὶς νὰ κατακρίνεται.	[55, 802, 255, 940]
paper-shop-name: Ι. ΚΑΙ Π. ΛΑΔΑΚΗ	[320, 1519, 434, 1533]
divider	[733, 571, 998, 574]
ad-name: ΧΑΡΙΛΑΟΥ Π. ΠΡΑΠΟΠΟΥΛΟΥ	[1245, 169, 1504, 189]
ad-bakery	[1377, 1085, 1517, 1324]
article-paragraph: Ο ΚΙΝΗΜΑΤΟΓΡΑΦΟΣ ἤρχισε νὰ ἀναφαίνεται ὡς ἓν ἐξευγενισμένον μέσον διδασκαλίας· εἰς Παρισίους ἔγιναν ἐπιδείξεις ἐνώπιον τῶν ἰατρῶν, αἱ ὁποῖαι ἀπέδειξαν ὅτι διὰ τῆς κινουμένης εἰκόνος δύναται νὰ σπουδασθῇ ἡ κίνησις τῶν ζώων καὶ τῶν ἀνθρώπων μετὰ πάσης ἀκριβείας.	[55, 1525, 255, 1649]
ad-address: Ὁδὸς Αἰόλου	[833, 1022, 898, 1033]
ad-text: Ἀνακοινοῦται τῷ εὐγενεῖ κοινῷ ὅτι ἡ κ. Σοφία Βισβάρδη μετέφερε τὸ κατάστημά της ἀπὸ τῆς ὁδοῦ Ἑρμοῦ εἰς τὴν ὁδὸν Σταδίου. Πωλοῦνται καπέλλα, κορσὲ καὶ εἴδη νεωτερισμοῦ εἰς τιμὰς συγκαταβατικάς.	[733, 455, 998, 524]
table-row	[55, 395, 255, 411]
story-paragraph: — Εἶσαι τρελλός... μοῦ εἶπε. Ἀλλὰ δὲν ἐτράβηξε τὸ χέρι της ἀπὸ τὸ ἰδικόν μου.	[733, 305, 998, 332]
paper-shop-title: ΧΑΡΤΟΠΩΛΕΙΟΝ	[302, 1492, 453, 1513]
divider	[733, 1099, 998, 1102]
ad-clinic	[1232, 744, 1517, 966]
divider	[733, 1192, 998, 1195]
story-paragraph: — Ὅταν τὸ συλλογίζομαι! ...	[743, 383, 894, 396]
row-value: 235—	[225, 250, 254, 262]
ad-title: ΧΑΡΤΟΠΩΛΕΙΟΝ ΚΑΙ ΒΙΒΛΙΟΠΩΛΕΙΟΝ	[743, 981, 988, 996]
table-row	[55, 218, 255, 234]
classifieds-title: ΜΙΚΡΑΙ ΕΙΔΟΠΟΙΗΣΕΙΣ	[286, 455, 469, 473]
table-row	[56, 622, 255, 637]
row-value: 77.—	[228, 381, 253, 393]
ad-intro: Ἰατρὸς ἐφευρέτου τῆς Πραποπουλικῆς ἐγχειρίσεως ὑπὸ τοῦ ΒΑΣΙΛΙΚΟΥ ΙΑΤΡΟΣΥΝΕΔΡΙΟΥ καὶ βραβευθεῖσα ἐν τῇ Διεθνεῖ Ἐκθέσει τῆς Κρήτης.	[1240, 194, 1509, 235]
ad-title: ΕΙΣ ΤΟΥ	[1321, 1589, 1371, 1602]
ad-signature: ΒΙΚΤΩΡΙΑ Α. ΤΡΙΑΝΤΗ	[802, 1427, 929, 1439]
ad-text: Αἱ ἐξετάσεις τῆς Σχολῆς τοῦ Ἑλληνικοῦ Μουσικοῦ Συλλόγου τῶν ἀρχομένων θὰ γείνουν εἰς τὰ γραφεῖα τοῦ Συλλόγου. Οἱ βουλόμενοι νὰ ἐγγραφῶσιν ὡς μαθηταὶ παρακαλοῦνται νὰ προσέλθωσιν εἰς τὰ γραφεῖα τοῦ Συλλόγου ἀπὸ 4—7 μ. μ.	[1232, 1125, 1372, 1277]
row-value: 176.—	[211, 607, 255, 623]
section-mark: ✕	[149, 1283, 161, 1298]
electrotherapy-illustration-icon	[1240, 238, 1334, 365]
row-label: Εθν. Τράπεζα της Ελλάδος δρ.	[57, 174, 210, 186]
row-label: Επί Τουρκίας	[56, 622, 154, 637]
table-row	[55, 173, 255, 189]
row-label: Ελληνική Ηλεκτρικώτης	[57, 381, 180, 393]
row-value: 176.75	[211, 591, 255, 607]
story-paragraph: Τὸ πρωί, ὅταν ἐξύπνησα, ἡ Μαρία εἶχε φύγει. Ὁ πατέρας μου μοῦ εἶπεν ὅτι ἐπέστρεψεν εἰς τὴν πόλιν, εἰς τὴν οἰκογένειάν της. Ποτὲ πλέον δὲν τὴν εἶδα.	[1008, 288, 1222, 356]
ad-title: ΑΡΤΟΠΟΙΕΙΟΝ «Η ΑΦΙΛΟΚΕΡΔΕΙΑ»	[1399, 1089, 1495, 1114]
notice-text: Ὁ κ. Νικόλ. Π. Τσιτσινόπουλος, ἔμπορος τῆς ὁδοῦ Αἰόλου, ἀνήγγειλεν ὅτι ἀπὸ σήμερον κατήρτισε τμῆμα διὰ τὰς πωλήσεις ἐπὶ πιστώσει.	[265, 1058, 489, 1112]
classified-ad: ΓΕΡΜΑΝΟΣ καθηγητής, γνωρίζων καὶ τὴν Ἑλληνικήν, διδάσκει Γερμανικὰ κατ' οἶκον. Πληροφορίαι ὁδὸς Σταδίου 25.	[265, 891, 489, 932]
story-paragraph: Ἐπέρασαν χρόνια. Ὁ πατέρας μου ἀπέθανε, καὶ ἐγὼ ἔμεινα μόνος εἰς τὸ μεγάλο σπίτι με τὸν κῆπον. Ἀλλὰ κάθε βράδυ, ὅταν ἡ σελήνη φωτίζῃ τὰ δένδρα, βλέπω ἀκόμη τὴν μορφήν της.	[1008, 360, 1222, 429]
ad-pair-row	[1232, 1323, 1517, 1575]
ad-subtitle: ΧΕΙΡΟΥΡΓΟΣ ΙΑΤΡΟΣ	[806, 1129, 926, 1140]
story-paragraph: — Τὴν ἀγαπῶ! ἐφώναξα μίαν νύκτα εἰς τὸ δωμάτιόν μου, καὶ ἡ φωνή μου μοῦ ἐφάνη ξένη.	[499, 795, 723, 836]
masthead-title: ΣΚΡΙΠ	[724, 31, 848, 56]
ad-title: ΔΗΛΩΣΙΣ	[828, 1330, 903, 1349]
table-row	[55, 334, 255, 350]
row-label: Πανελλήνιος Ατμοπλοΐα	[57, 396, 181, 408]
row-label: Τράπεζα Μυτιλήνης	[57, 250, 158, 262]
article-paragraph: ΑΛΛ' οἱ Ἄγγλοι πρῶτοι φορὰν ἀποδεικνύουν ὅτι ἀνέκαθεν προσέχουν τοιαῦτα πράγματα· ἀφοῦ δὲ καὶ παλαιότερον ἐκ τῶν ἐπισκόπων αὐτῶν εἶχον ἐκδώσει διατάγματα περὶ τῆς καπνοποσίας ἐντὸς τῶν ναῶν, μὲ πολλὰς ἐπιφυλάξεις.	[55, 1080, 255, 1190]
companies-table	[55, 288, 255, 470]
story-paragraph: Ἡ Μαρία ἐξηκολούθει νὰ ἔρχεται εἰς τὸ σπίτι μας, νὰ γελᾷ, νὰ παίζῃ εἰς τὸ πιάνο, καὶ ἐγὼ νὰ τὴν βλέπω ἀπὸ μακράν, χωρὶς νὰ τολμῶ νὰ τὴν πλησιάσω.	[499, 1083, 723, 1137]
ad-role: ΙΑΤΡΟΥ	[1352, 833, 1397, 846]
ad-subtitle: Μόνον 1 καὶ 85 ἀγελάδ.	[1409, 1353, 1498, 1378]
table-row	[55, 249, 255, 264]
story-paragraph: — Ἔλα νὰ χορέψωμεν, μοῦ εἶπε μίαν βραδιάν, καὶ μὲ ἔπιασε ἀπὸ τὸ χέρι. Ἐγὼ ἔμεινα ἀκίνητος, καὶ ὅλοι οἱ παρευρισκόμενοι ἐγέλασαν.	[499, 1142, 723, 1197]
table-row	[55, 364, 255, 380]
story-paragraph: Εἶχε πλησιάσει πρὸς αὐτήν, τόσον ὥστε τὸ στῆθός μου ἔψαυε τὸ ἰδικόν της, καὶ τὸ κεφάλι μου ἀκουμβοῦσε εἰς τὸ κεφάλι της. — Ἐσὺ δὲν ἐκατάλαβες...	[733, 154, 998, 209]
paper-shop-subtitle: ΧΑΡΤΗΣ ΤΥΠΟΓΡΑΦΙΚΟΣ	[307, 1555, 448, 1567]
row-value: 3797 50	[213, 174, 254, 186]
column-header: Όψεως	[211, 544, 255, 560]
article-paragraph: Εἰς Περιγράφει καθηγητὴς ἰσχυρίζεται σήμερον ὅτι εὗρε τὸ ἀλάνθαστον φάρμακον· δὲν εἶναι οὔτε ναρκωτικὸν οὔτε κοινὸν φάρμακον, ἀλλ' ἁπλῶς ἐκχύλισμα φυτῶν.	[265, 298, 489, 365]
letter-signature: Δ. Ζ.	[465, 1343, 489, 1356]
table-row	[55, 304, 255, 319]
article-paragraph: Ἡ Ἀταλάντη ἐν γένει εὑρίσκεται ἐν ἀκμῇ· τὰ ἐλαιόδενδρα ὑπόσχονται πλουσίαν παραγωγὴν καὶ οἱ κάτοικοι ἐλπίζουν εἰς καλὸν ἔτος.	[265, 1224, 489, 1278]
row-label: Υπερπ. Ελ. Αθηνών Πειραιώς	[57, 412, 203, 423]
ad-slogan-2: ΤΗΣ ΚΑΛΛΙΤΕΧΝΙΑΣ	[1265, 1676, 1427, 1694]
article-paragraph: Τώρα ἦλθεν ἡ σειρὰ τῆς ναυτίας. Πίστεύομεν μεγάλοι κεφαλαὶ ἐπηρεάζονται καὶ μεγάλη ἐχθρὸς ἐγένετο τοῦ σῶμα. Ἀλλὰ τὸ φάρμακον ἐφευρέθη, ὁ ἰατρὸς δὲ ὅστις τὸ ἐφεῦρε βεβαιοῖ ὅτι θεραπεύει ὅλους ἐκείνους οἵτινες ὑποφέρουν ἐκ τῆς θαλάσσης.	[265, 196, 489, 293]
row-value: 950—	[224, 442, 253, 454]
row-label: Γεν. Εταιρία Εργοληψιών	[57, 365, 187, 377]
row-label: Ηλεκτρισμός	[57, 457, 123, 469]
article-paragraph: Ὁ καθηγητὴς δοκιμάσας τὸ φάρμακον ἐπὶ πολλῶν ἐπιβατῶν κατὰ τὴν διάβασιν τοῦ Βισκαϊκοῦ κόλπου, ἐβεβαιώθη ὅτι κανεὶς ἐξ αὐτῶν δὲν ὑπέφερε, ἐνῷ οἱ λοιποὶ πάντες ἐταλαιπωροῦντο.	[265, 371, 489, 439]
ad-subtitle: ΠΑΙΔΙΚΩΝ ΕΝΔΥΜΑΤΩΝ	[768, 1222, 963, 1241]
table-row	[55, 234, 255, 249]
divider	[265, 1119, 489, 1120]
notice-title: ΕΝΔΙΑΦΕΡΟΥΣΑ ΕΙΔΟΠΟΙΗΣΙΣ	[280, 1038, 475, 1053]
